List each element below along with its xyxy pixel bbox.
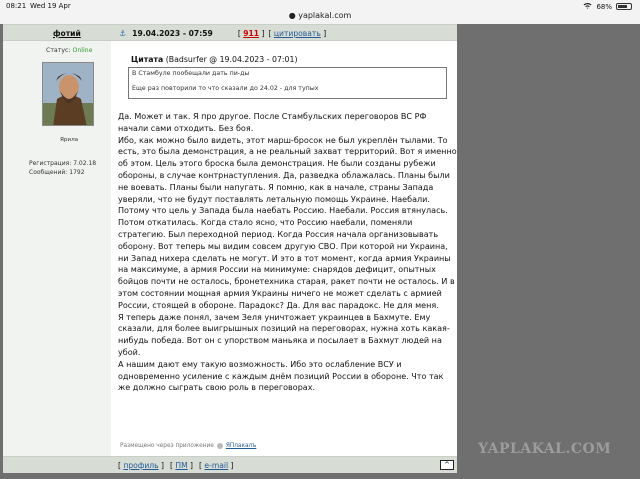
avatar[interactable] bbox=[42, 62, 94, 126]
quote-meta: (Badsurfer @ 19.04.2023 - 07:01) bbox=[165, 55, 298, 64]
quote-box bbox=[128, 67, 447, 99]
messages-value: 1792 bbox=[69, 169, 85, 176]
avatar-image bbox=[43, 63, 94, 126]
registration-row bbox=[29, 159, 96, 168]
email-link[interactable]: e-mail bbox=[204, 461, 229, 470]
post-paragraph: Ибо, как можно было видеть, этот марш-бросок не был укреплён тылами. То есть, это была демонстрация, а не реальный захват территорий. Вот я именно об этом. Цель этого броска была демонстрация. Не были созданы рубежи обороны, в случае контрнаступления. Да, разведка облажалась. Планы были не воевать. Планы были напугать. Я помню, как в начале, страны Запада уверяли, что не будут поставлять летальную помощь Украине. Наебали. Потому что цель у Запада была наебать Россию. Наебали. Россия втянулась. Потом откатилась. Когда стало ясно, что Россию наебали, поменяли стратегию. Был переходной период. Когда Россия начала организовывать оборону. Вот теперь мы видим совсем другую СВО. При которой ни Украина, ни Запад нихера сделать не могут. И это в тот момент, когда армия Украины на максимуме, а армия России на минимуме: снарядов дефицит, опытных бойцов почти не осталось, бронетехника старая, ракет почти не осталось. И в этом состоянии мощная армия Украины ничего не может сделать с армией России, стоящей в обороне. Парадокс? Да. Для вас парадокс. Не для меня. bbox=[118, 135, 457, 310]
quote-action: [ цитировать ] bbox=[268, 29, 327, 38]
post-body bbox=[118, 111, 458, 394]
status-label: Статус: bbox=[46, 47, 71, 54]
post-footer bbox=[3, 456, 457, 473]
post-author[interactable]: фотий bbox=[53, 29, 81, 38]
lock-icon: ● bbox=[288, 11, 296, 20]
wifi-icon bbox=[583, 2, 592, 11]
footer-links bbox=[118, 461, 234, 470]
page bbox=[0, 24, 640, 479]
post-paragraph: А нашим дают ему такую возможность. Ибо это ослабление ВСУ и одновременно усиление с каждым днём позиций России в обороне. Что так же должно сыграть свою роль в переговорах. bbox=[118, 359, 444, 393]
post-header bbox=[3, 24, 457, 41]
post-paragraph: Я теперь даже понял, зачем Зеля уничтожает украинцев в Бахмуте. Ему сказали, для более выигрышных позиций на переговорах, нужна хоть какая-нибудь победа. Вот он с упорством маньяка и посылает в Бахмут людей на убой. bbox=[118, 312, 450, 357]
pin-icon[interactable]: ⚓ bbox=[119, 29, 127, 38]
battery-percent: 68% bbox=[596, 2, 612, 11]
cite-button[interactable]: цитировать bbox=[273, 29, 321, 38]
user-sidebar bbox=[3, 41, 111, 473]
registration-label: Регистрация: bbox=[29, 160, 72, 167]
pm-link-wrap: [ ПМ ] bbox=[169, 461, 194, 470]
scroll-top-button[interactable]: ^ bbox=[440, 460, 454, 470]
quote-label: Цитата bbox=[131, 55, 164, 64]
app-icon bbox=[217, 443, 223, 449]
quote-title bbox=[131, 55, 298, 64]
messages-row bbox=[29, 168, 96, 177]
profile-link[interactable]: профиль bbox=[123, 461, 159, 470]
post-number: [ 911 ] bbox=[237, 29, 265, 38]
forum-post bbox=[3, 24, 457, 473]
registration-value: 7.02.18 bbox=[73, 160, 97, 167]
posted-via-text: Размещено через приложение bbox=[120, 443, 214, 449]
messages-label: Сообщений: bbox=[29, 169, 68, 176]
email-link-wrap: [ e-mail ] bbox=[199, 461, 234, 470]
profile-link-wrap: [ профиль ] bbox=[118, 461, 164, 470]
status-time: 08:21 bbox=[6, 2, 27, 10]
posted-via bbox=[120, 443, 256, 449]
user-status bbox=[46, 47, 92, 54]
status-date: Wed 19 Apr bbox=[30, 2, 71, 10]
post-meta bbox=[119, 29, 326, 38]
post-date: 19.04.2023 - 07:59 bbox=[132, 29, 213, 38]
post-number-link[interactable]: 911 bbox=[243, 29, 260, 38]
battery-icon bbox=[616, 3, 632, 10]
ios-status-bar bbox=[0, 0, 640, 24]
post-paragraph: Да. Может и так. Я про другое. После Стамбульских переговоров ВС РФ начали сами отходить. Без боя. bbox=[118, 112, 427, 133]
pm-link[interactable]: ПМ bbox=[175, 461, 188, 470]
avatar-caption: Ярила bbox=[60, 137, 79, 143]
url-text: yaplakal.com bbox=[298, 11, 352, 20]
quote-line-1: В Стамбуле пообещали дать пи-ды bbox=[132, 70, 250, 77]
address-bar[interactable] bbox=[0, 11, 640, 20]
status-value: Online bbox=[72, 47, 93, 54]
status-right bbox=[583, 2, 632, 11]
watermark: YAPLAKAL.COM bbox=[478, 441, 612, 457]
quote-line-2: Еще раз повторили то что сказали до 24.02 - для тупых bbox=[132, 85, 319, 92]
user-stats bbox=[29, 159, 96, 177]
app-link[interactable]: ЯПлакалъ bbox=[225, 443, 257, 449]
